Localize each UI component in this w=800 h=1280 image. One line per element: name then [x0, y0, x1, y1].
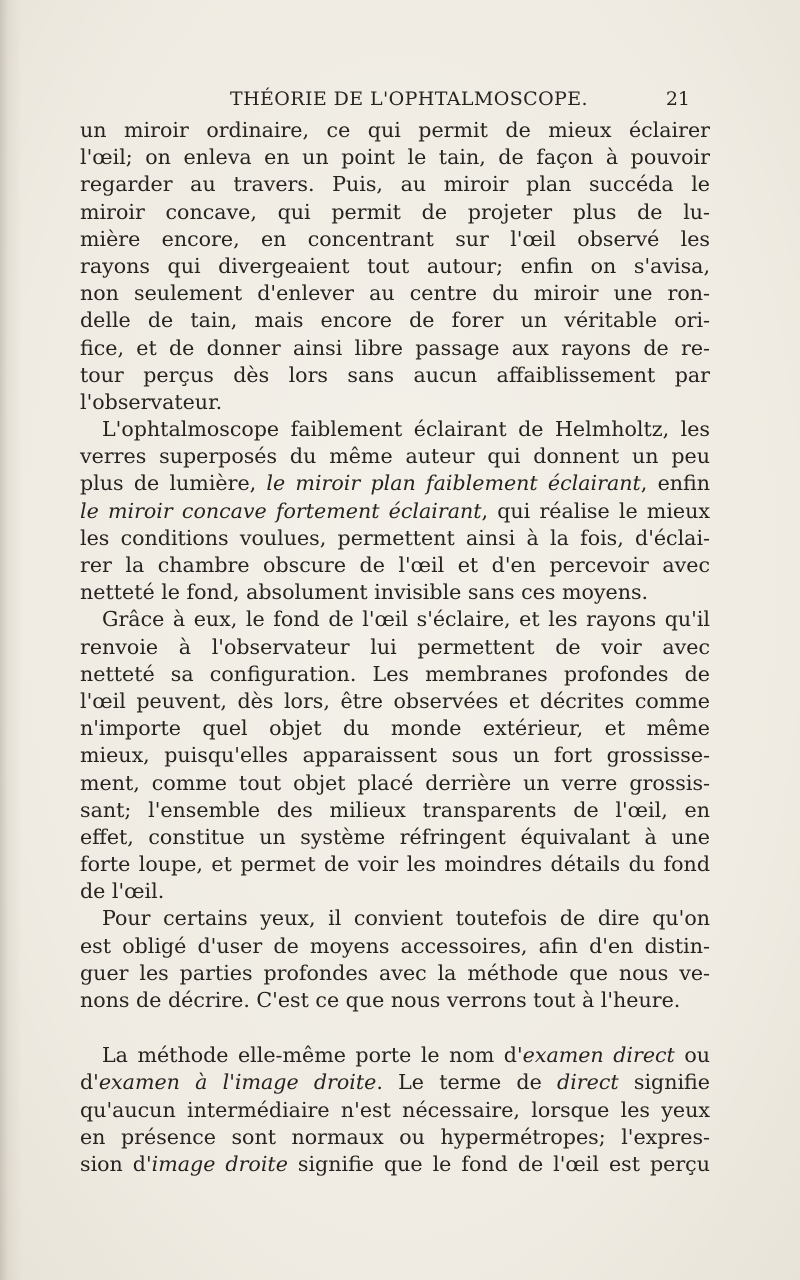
- text-run: , enfin: [640, 471, 711, 496]
- page-header: [80, 88, 690, 118]
- text-line: l'œil; on enleva en un point le tain, de façon à pouvoir: [80, 145, 710, 170]
- text-line: l'œil peuvent, dès lors, être observées et décrites comme: [80, 688, 710, 713]
- paragraph-3: [80, 606, 710, 905]
- text-line: l'observateur.: [80, 389, 223, 414]
- paragraph-4: [80, 905, 710, 1014]
- page-number: 21: [665, 88, 690, 110]
- text-line: delle de tain, mais encore de forer un véritable ori-: [80, 308, 710, 333]
- text-line: sant; l'ensemble des milieux transparents de l'œil, en: [80, 797, 710, 822]
- text-line: mieux, puisqu'elles apparaissent sous un fort grossisse-: [80, 743, 710, 768]
- text-line: rayons qui divergeaient tout autour; enfin on s'avisa,: [80, 253, 710, 278]
- italic-term: image droite: [151, 1151, 288, 1176]
- paragraph-2: [80, 416, 710, 606]
- text-run: plus de lumière,: [80, 471, 257, 496]
- text-line: de l'œil.: [80, 879, 165, 904]
- text-line: non seulement d'enlever au centre du miroir une ron-: [80, 281, 710, 306]
- italic-term: examen à l'image droite: [98, 1070, 377, 1095]
- text-line: tour perçus dès lors sans aucun affaiblissement par: [80, 362, 710, 387]
- text-run: . Le terme de: [376, 1070, 542, 1095]
- text-line: netteté sa configuration. Les membranes profondes de: [80, 661, 710, 686]
- text-line-mixed: [80, 470, 710, 497]
- text-run: , qui réalise le mieux: [481, 498, 710, 523]
- text-line: est obligé d'user de moyens accessoires, afin d'en distin-: [80, 933, 710, 958]
- text-line: guer les parties profondes avec la méthode que nous ve-: [80, 960, 710, 985]
- paragraph-5: [80, 1042, 710, 1178]
- text-run: signifie que le fond de l'œil est perçu: [287, 1151, 710, 1176]
- text-line: nons de décrire. C'est ce que nous verrons tout à l'heure.: [80, 988, 681, 1012]
- text-line-mixed: [80, 1069, 710, 1096]
- text-line-mixed: [80, 498, 710, 525]
- text-line: ment, comme tout objet placé derrière un verre grossis-: [80, 770, 710, 795]
- text-line: forte loupe, et permet de voir les moindres détails du fond: [80, 852, 710, 877]
- text-line: renvoie à l'observateur lui permettent de voir avec: [80, 634, 710, 659]
- paragraph-1: [80, 117, 710, 416]
- text-line: en présence sont normaux ou hypermétropes; l'expres-: [80, 1124, 710, 1149]
- italic-term: le miroir plan faiblement éclairant: [266, 471, 641, 496]
- text-line: qu'aucun intermédiaire n'est nécessaire, lorsque les yeux: [80, 1097, 710, 1122]
- text-run: signifie: [633, 1070, 710, 1095]
- text-line: verres superposés du même auteur qui donnent un peu: [80, 444, 710, 469]
- text-line: netteté le fond, absolument invisible sans ces moyens.: [80, 580, 649, 605]
- italic-term: le miroir concave fortement éclairant: [80, 498, 482, 523]
- text-run: sion d': [80, 1151, 152, 1176]
- text-line: un miroir ordinaire, ce qui permit de mieux éclairer: [80, 118, 710, 142]
- text-line: n'importe quel objet du monde extérieur, et même: [80, 716, 710, 741]
- text-line: effet, constitue un système réfringent équivalant à une: [80, 824, 710, 849]
- text-line: Grâce à eux, le fond de l'œil s'éclaire, et les rayons qu'il: [102, 607, 710, 632]
- text-line: miroir concave, qui permit de projeter plus de lu-: [80, 199, 710, 224]
- text-line: L'ophtalmoscope faiblement éclairant de Helmholtz, les: [102, 417, 710, 442]
- text-line-mixed: [80, 1042, 710, 1069]
- text-line: regarder au travers. Puis, au miroir plan succéda le: [80, 172, 710, 197]
- text-line-mixed: [80, 1151, 710, 1178]
- text-line: rer la chambre obscure de l'œil et d'en percevoir avec: [80, 553, 710, 577]
- text-run: ou: [674, 1043, 710, 1068]
- running-title: THÉORIE DE L'OPHTALMOSCOPE.: [230, 88, 588, 110]
- italic-term: direct: [557, 1070, 619, 1095]
- text-line: mière encore, en concentrant sur l'œil observé les: [80, 226, 710, 251]
- body-text: [80, 117, 710, 1178]
- text-line: les conditions voulues, permettent ainsi à la fois, d'éclai-: [80, 525, 710, 550]
- text-run: d': [80, 1070, 99, 1095]
- text-line: Pour certains yeux, il convient toutefois de dire qu'on: [102, 906, 710, 931]
- italic-term: examen direct: [522, 1043, 675, 1068]
- section-gap: [80, 1014, 710, 1042]
- text-line: fice, et de donner ainsi libre passage aux rayons de re-: [80, 335, 710, 360]
- text-run: La méthode elle-même porte le nom d': [102, 1043, 523, 1068]
